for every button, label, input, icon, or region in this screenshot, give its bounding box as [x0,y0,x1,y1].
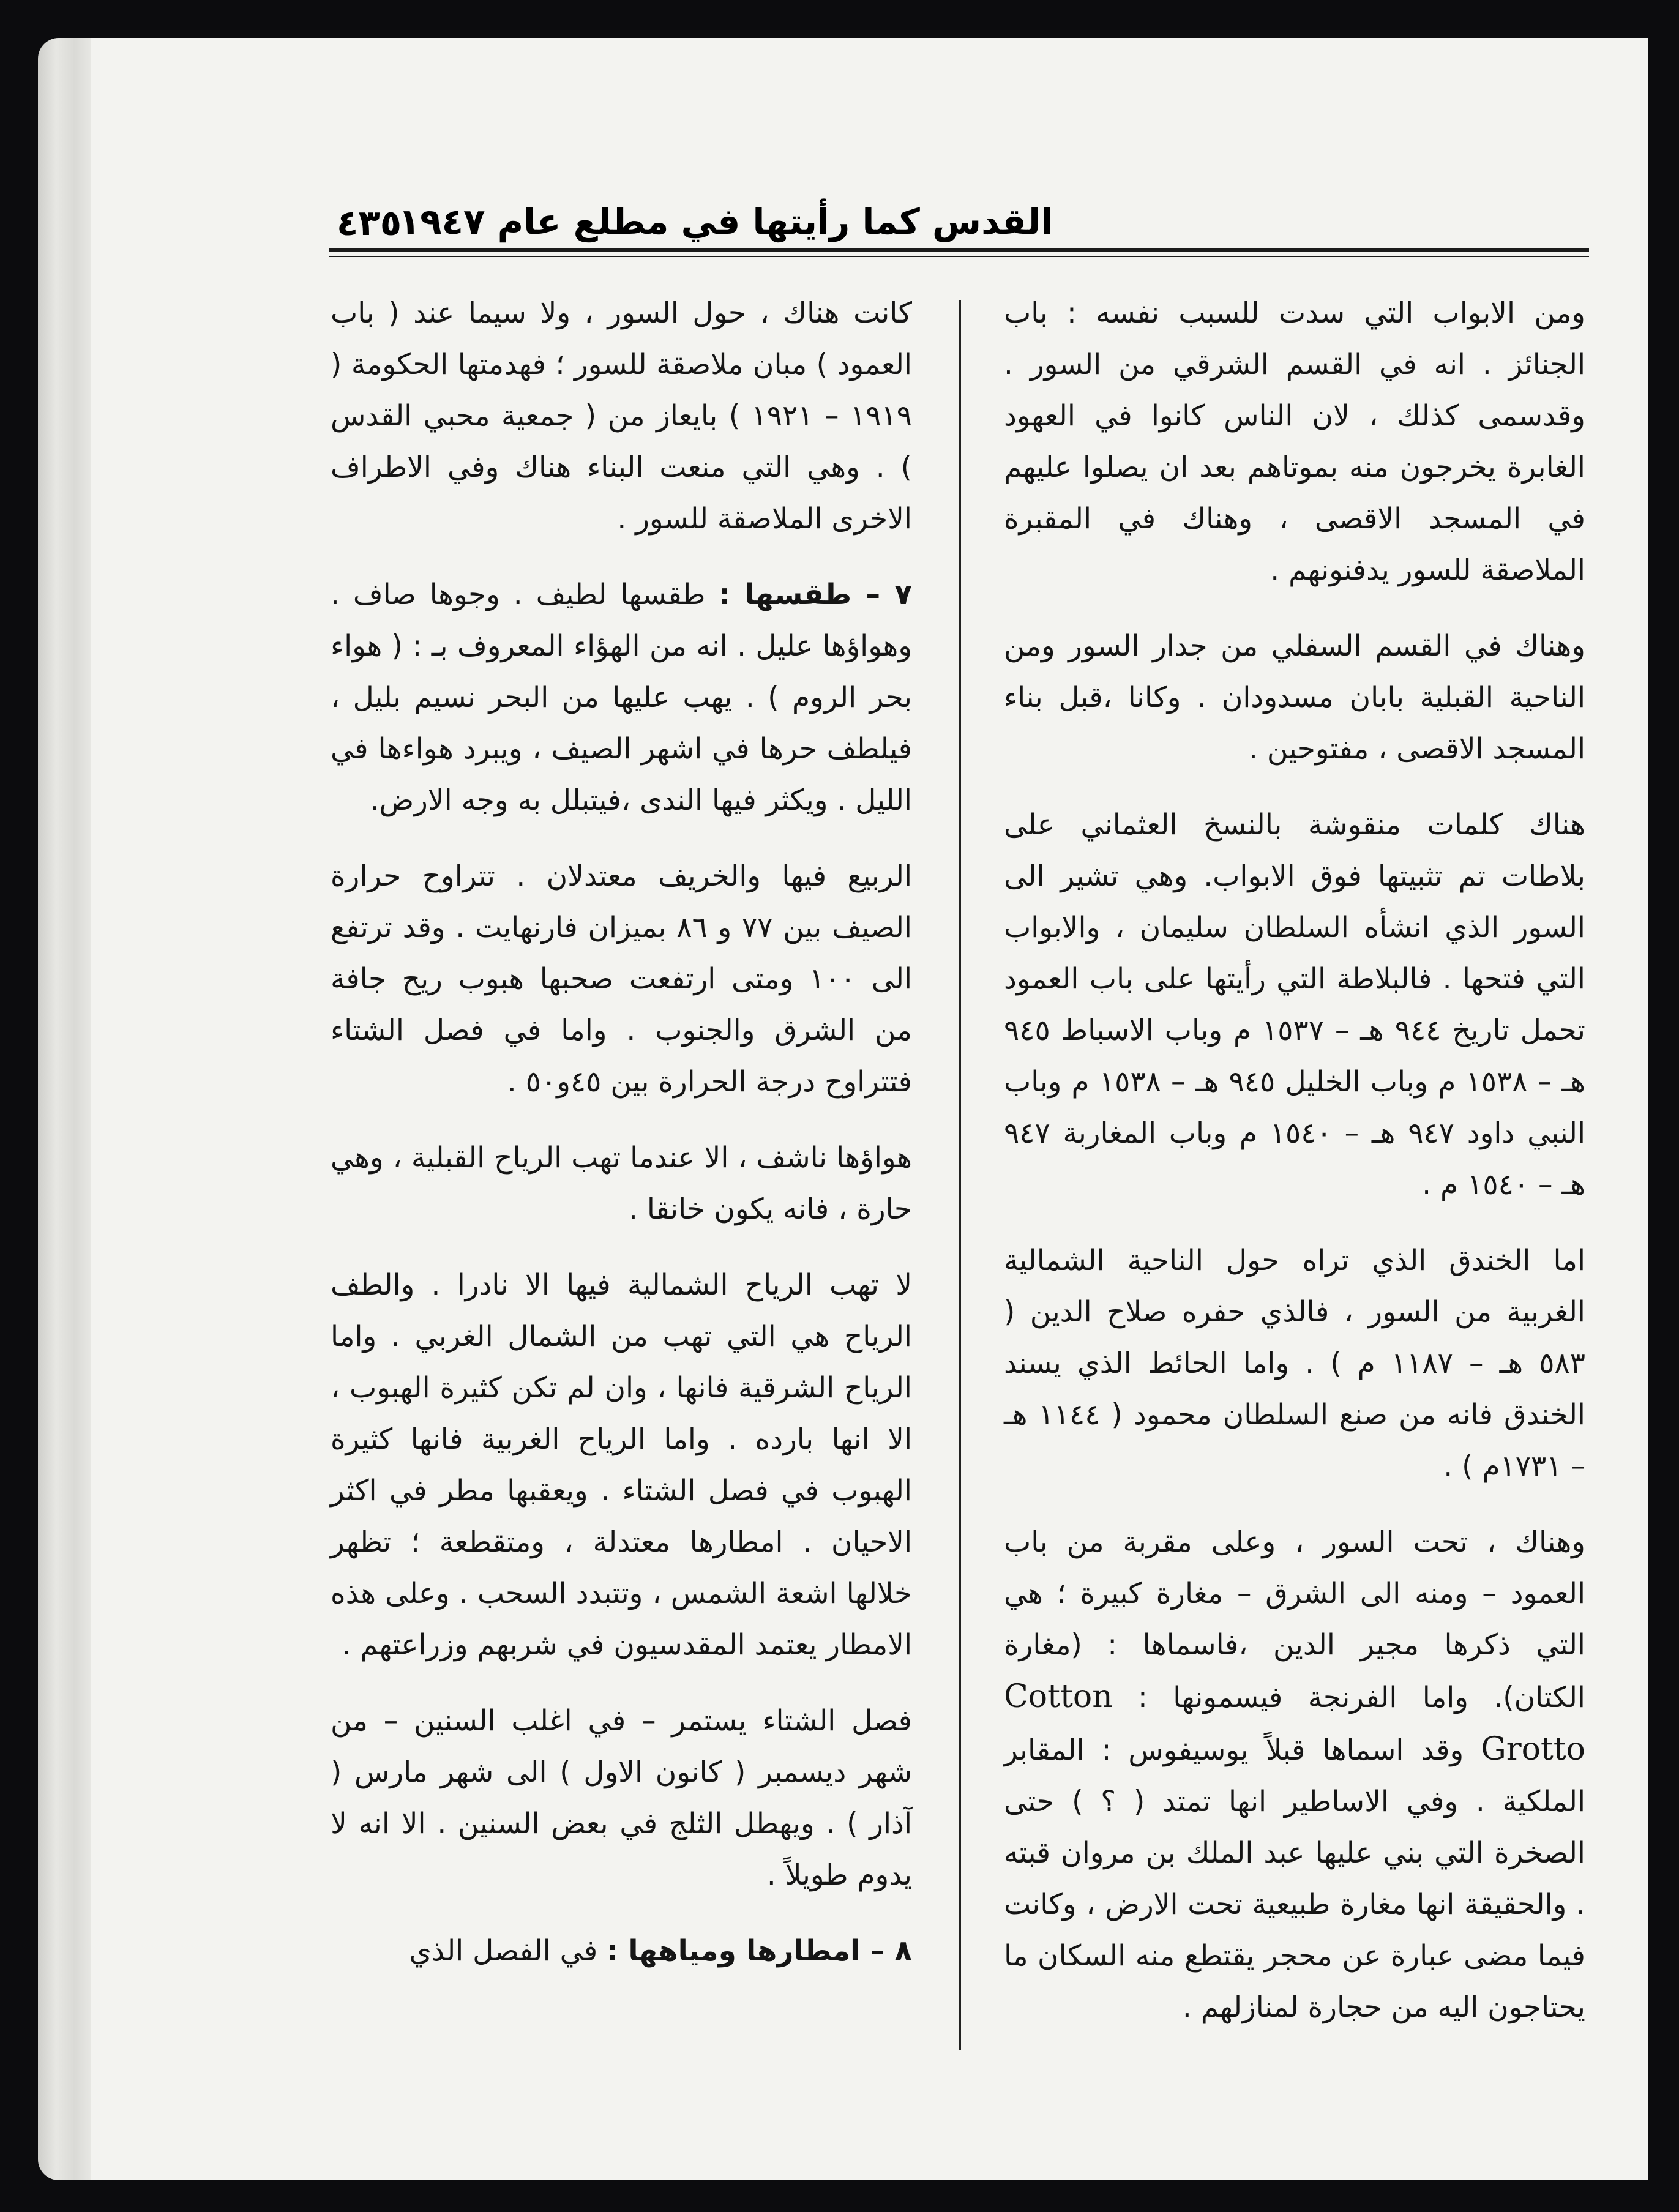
section-heading: ٧ – طقسها : [719,578,912,611]
header-rule-thin [329,256,1589,257]
page-header [239,153,1585,251]
paragraph: اما الخندق الذي تراه حول الناحية الشمالية الغربية من السور ، فالذي حفره صلاح الدين ( ٥٨٣ هـ – ١١٨٧ م ) . واما الحائط الذي يسند الخندق فانه من صنع السلطان محمود ( ١١٤٤ هـ – ١٧٣١م ) . [1004,1244,1585,1483]
paragraph [331,1926,912,1977]
paragraph: هواؤها ناشف ، الا عندما تهب الرياح القبلية ، وهي حارة ، فانه يكون خانقا . [331,1141,912,1226]
paragraph-text: وقد اسماها قبلاً يوسيفوس : المقابر الملكية . وفي الاساطير انها تمتد ( ؟ ) حتى الصخرة التي بني عليها عبد الملك بن مروان قبته . والحقيقة انها مغارة طبيعية تحت الارض ، وكانت فيما مضى عبارة عن محجر يقتطع منه السكان ما يحتاجون اليه من حجارة لمنازلهم . [1004,1733,1585,2024]
paragraph [331,569,912,826]
paragraph: الربيع فيها والخريف معتدلان . تتراوح حرارة الصيف بين ٧٧ و ٨٦ بميزان فارنهايت . وقد ترتفع الى ١٠٠ ومتى ارتفعت صحبها هبوب ريح جافة من الشرق والجنوب . واما في فصل الشتاء فتتراوح درجة الحرارة بين ٤٥و٥٠ . [331,859,912,1099]
paragraph: لا تهب الرياح الشمالية فيها الا نادرا . والطف الرياح هي التي تهب من الشمال الغربي . واما الرياح الشرقية فانها ، وان لم تكن كثيرة الهبوب ، الا انها بارده . واما الرياح الغربية فانها كثيرة الهبوب في فصل الشتاء . ويعقبها مطر في اكثر الاحيان . امطارها معتدلة ، ومتقطعة ؛ تظهر خلالها اشعة الشمس ، وتتبدد السحب . وعلى هذه الامطار يعتمد المقدسيون في شربهم وزراعتهم . [331,1268,912,1662]
column-divider [959,300,961,2050]
paragraph: ومن الابواب التي سدت للسبب نفسه : باب الجنائز . انه في القسم الشرقي من السور . وقدسمى كذلك ، لان الناس كانوا في العهود الغابرة يخرجون منه بموتاهم بعد ان يصلوا عليهم في المسجد الاقصى ، وهناك في المقبرة الملاصقة للسور يدفنونهم . [1004,296,1585,587]
paragraph: كانت هناك ، حول السور ، ولا سيما عند ( باب العمود ) مبان ملاصقة للسور ؛ فهدمتها الحكومة ( ١٩١٩ – ١٩٢١ ) بايعاز من ( جمعية محبي القدس ) . وهي التي منعت البناء هناك وفي الاطراف الاخرى الملاصقة للسور . [331,296,912,536]
running-title: القدس كما رأيتها في مطلع عام ١٩٤٧ [398,201,1053,242]
right-column [1004,288,1585,2058]
page-number: ٤٣٥ [337,202,402,244]
paragraph: وهناك في القسم السفلي من جدار السور ومن الناحية القبلية بابان مسدودان . وكانا ،قبل بناء المسجد الاقصى ، مفتوحين . [1004,629,1585,766]
paragraph: فصل الشتاء يستمر – في اغلب السنين – من شهر ديسمبر ( كانون الاول ) الى شهر مارس ( آذار ) . ويهطل الثلج في بعض السنين . الا انه لا يدوم طويلاً . [331,1704,912,1892]
paragraph-text: في الفصل الذي [409,1934,598,1968]
paragraph: هناك كلمات منقوشة بالنسخ العثماني على بلاطات تم تثبيتها فوق الابواب. وهي تشير الى السور الذي انشأه السلطان سليمان ، والابواب التي فتحها . فالبلاطة التي رأيتها على باب العمود تحمل تاريخ ٩٤٤ هـ – ١٥٣٧ م وباب الاسباط ٩٤٥ هـ – ١٥٣٨ م وباب الخليل ٩٤٥ هـ – ١٥٣٨ م وباب النبي داود ٩٤٧ هـ – ١٥٤٠ م وباب المغاربة ٩٤٧ هـ – ١٥٤٠ م . [1004,808,1586,1201]
paragraph-text: وهناك ، تحت السور ، وعلى مقربة من باب العمود – ومنه الى الشرق – مغارة كبيرة ؛ هي التي ذكرها مجير الدين ،فاسماها : (مغارة الكتان). واما الفرنجة فيسمونها : [1004,1525,1585,1714]
header-rule [329,248,1589,252]
paragraph-text: طقسها لطيف . وجوها صاف . وهواؤها عليل . انه من الهؤاء المعروف بـ : ( هواء بحر الروم ) . يهب عليها من البحر نسيم بليل ، فيلطف حرها في اشهر الصيف ، ويبرد هواءها في الليل . ويكثر فيها الندى ،فيتبلل به وجه الارض. [331,578,912,817]
latin-term: Cotton Grotto [1004,1678,1585,1768]
paragraph [1004,1517,1585,2033]
left-column [331,288,912,1994]
section-heading: ٨ – امطارها ومياهها : [607,1934,912,1968]
